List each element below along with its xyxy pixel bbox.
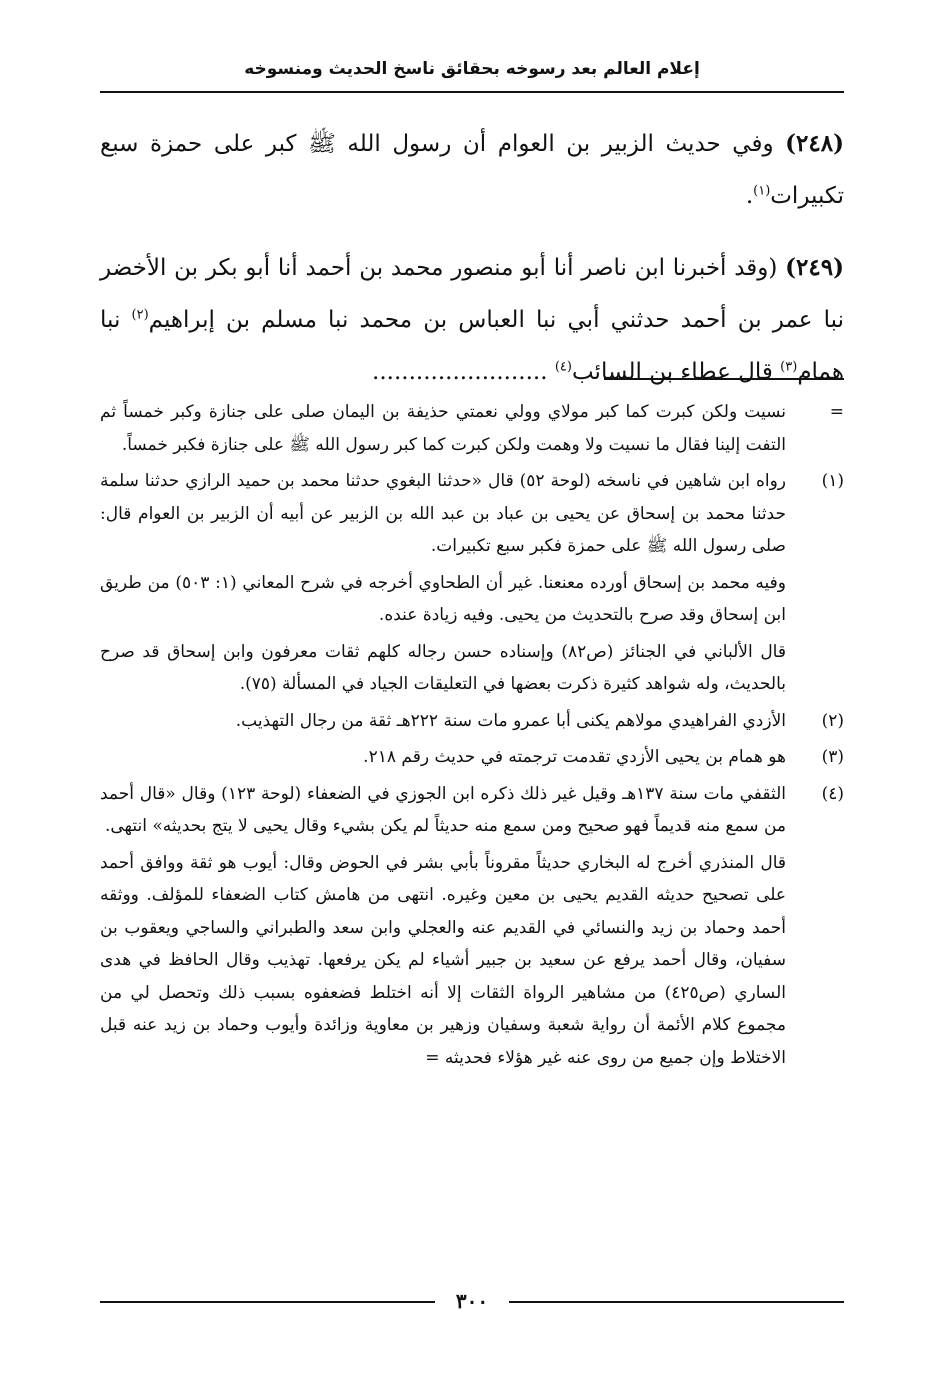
footnote-paragraph: هو همام بن يحيى الأزدي تقدمت ترجمته في حديث رقم ٢١٨. bbox=[363, 747, 786, 767]
footnote-1 bbox=[100, 465, 844, 701]
footnote-ref: (٢) bbox=[131, 307, 149, 323]
footnote-paragraph: الأزدي الفراهيدي مولاهم يكنى أبا عمرو مات سنة ٢٢٢هـ ثقة من رجال التهذيب. bbox=[235, 710, 786, 731]
hadith-text: (وقد أخبرنا ابن ناصر أنا أبو منصور محمد بن أحمد أنا أبو بكر بن الأخضر نبا عمر بن أحمد حدثني أبي نبا العباس بن محمد نبا مسلم بن إبراهيم bbox=[100, 255, 844, 333]
footnote-mark: (٣) bbox=[821, 747, 844, 767]
footnote-2 bbox=[100, 705, 844, 738]
footnote-paragraph: قال المنذري أخرج له البخاري حديثاً مقروناً بأبي بشر في الحوض وقال: أيوب هو ثقة ووافق أحمد على تصحيح حديثه القديم يحيى بن معين وغيره. انتهى من هامش كتاب الضعفاء للمؤلف. ووثقه أحمد وحماد بن زيد والنسائي في القديم عنه والعجلي وابن سعد والطبراني والساجي ويعقوب بن سفيان، وقال أحمد يرفع عن سعيد بن جبير أشياء لم يكن يرفعها. تهذيب وقال الحافظ في هدى الساري (ص٤٢٥) من مشاهير الرواة الثقات إلا أنه اختلط فضعفوه بسبب ذلك وتحصل لي من مجموع كلام الأئمة أن رواية شعبة وسفيان وزهير بن معاوية وزائدة وأيوب وحماد بن زيد عنه قبل الاختلاط وإن جميع من روى عنه غير هؤلاء فحديثه = bbox=[100, 852, 786, 1068]
footnote-separator bbox=[604, 378, 844, 380]
footer-rule-right bbox=[509, 1301, 844, 1303]
page-number: ٣٠٠ bbox=[455, 1289, 489, 1313]
page-footer bbox=[100, 1286, 844, 1316]
footer-rule-left bbox=[100, 1301, 435, 1303]
hadith-text: قال عطاء بن السائب bbox=[571, 359, 781, 385]
continuation-dots: ........................ bbox=[372, 359, 555, 385]
footnote-ref: (٤) bbox=[554, 359, 572, 375]
running-header-title: إعلام العالم بعد رسوخه بحقائق ناسخ الحديث ومنسوخه bbox=[244, 59, 700, 79]
footnote-continuation bbox=[100, 396, 844, 461]
footnote-mark: (١) bbox=[821, 471, 844, 491]
footnotes bbox=[100, 396, 844, 1078]
hadith-text: وفي حديث الزبير بن العوام أن رسول الله ﷺ كبر على حمزة سبع تكبيرات bbox=[100, 131, 844, 209]
hadith-text: نبا همام bbox=[100, 307, 844, 385]
footnote-paragraph: رواه ابن شاهين في ناسخه (لوحة ٥٢) قال «حدثنا البغوي حدثنا محمد بن حميد الرازي حدثنا سلمة حدثنا محمد بن إسحاق عن يحيى بن عباد بن عبد الله بن الزبير عن أبيه أن الزبير بن العوام قال: صلى رسول الله ﷺ على حمزة فكبر سبع تكبيرات. bbox=[100, 471, 786, 556]
hadith-number: (٢٤٩) bbox=[785, 254, 844, 281]
footnote-paragraph: وفيه محمد بن إسحاق أورده معنعنا. غير أن الطحاوي أخرجه في شرح المعاني (١: ٥٠٣) من طريق ابن إسحاق وقد صرح بالتحديث من يحيى. وفيه زيادة عنده. bbox=[100, 572, 786, 625]
hadith-number: (٢٤٨) bbox=[785, 130, 844, 157]
footnote-mark: = bbox=[829, 402, 844, 422]
footnote-ref: (٣) bbox=[780, 359, 798, 375]
main-text bbox=[100, 118, 844, 418]
footnote-mark: (٢) bbox=[821, 710, 844, 731]
footnote-ref: (١) bbox=[753, 183, 771, 199]
punctuation: . bbox=[745, 183, 754, 209]
footnote-paragraph: الثقفي مات سنة ١٣٧هـ وقيل غير ذلك ذكره ابن الجوزي في الضعفاء (لوحة ١٢٣) وقال «قال أحمد من سمع منه قديماً فهو صحيح ومن سمع منه حديثاً لم يكن بشيء وقال يحيى لا يتج بحديثه» انتهى. bbox=[100, 783, 787, 836]
footnote-paragraph: نسيت ولكن كبرت كما كبر مولاي وولي نعمتي حذيفة بن اليمان صلى على جنازة وكبر خمساً ثم التفت إلينا فقال ما نسيت ولا وهمت ولكن كبرت كما كبر رسول الله ﷺ على جنازة فكبر خمساً. bbox=[100, 402, 786, 455]
footnote-4 bbox=[100, 778, 844, 1075]
hadith-248 bbox=[100, 118, 844, 222]
header-rule bbox=[100, 91, 844, 93]
hadith-249 bbox=[100, 242, 844, 398]
footnote-mark: (٤) bbox=[821, 783, 844, 804]
footnote-3 bbox=[100, 741, 844, 774]
footnote-paragraph: قال الألباني في الجنائز (ص٨٢) وإسناده حسن رجاله كلهم ثقات معرفون وابن إسحاق قد صرح بالحديث، وله شواهد كثيرة ذكرت بعضها في التعليقات الجياد في المسألة (٧٥). bbox=[100, 641, 786, 694]
